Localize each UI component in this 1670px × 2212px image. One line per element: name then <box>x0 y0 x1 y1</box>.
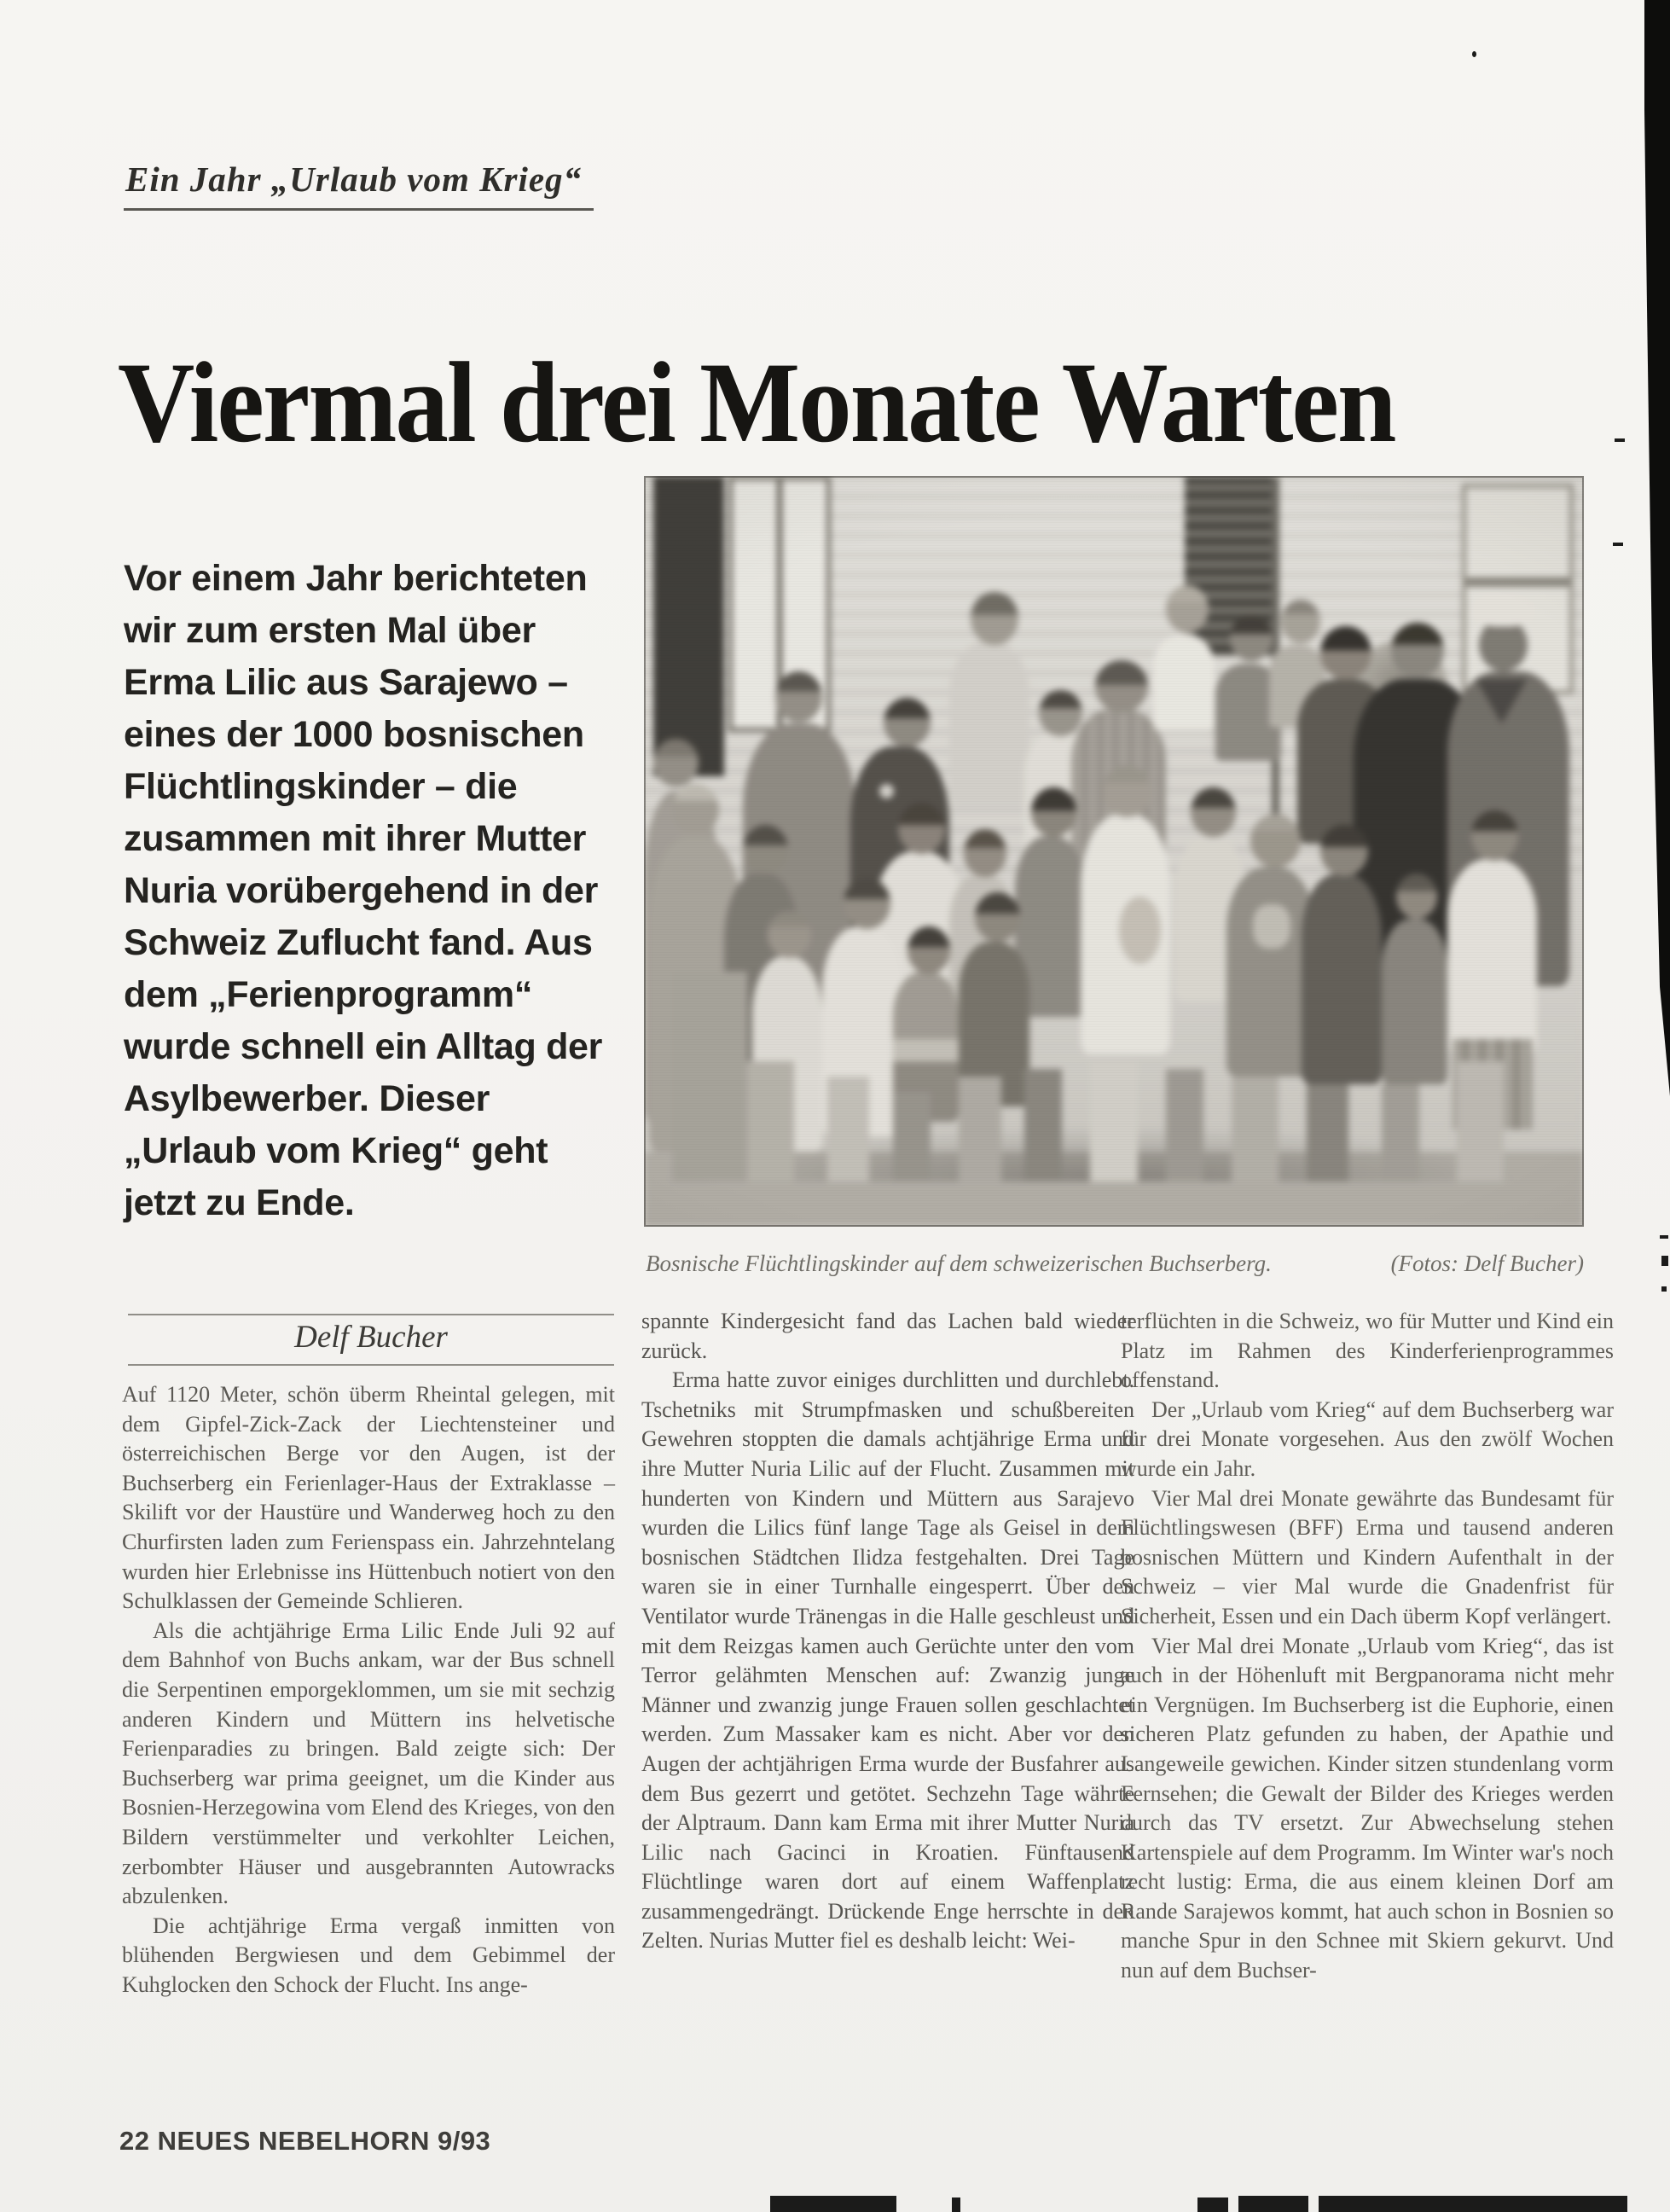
photo-shape <box>1320 626 1371 680</box>
photo-shape <box>1119 897 1162 964</box>
photo-shape <box>1024 1069 1062 1181</box>
kicker: Ein Jahr „Urlaub vom Krieg“ <box>124 159 594 211</box>
photo-shape <box>1307 1084 1349 1181</box>
body-paragraph: Vier Mal drei Monate gewährte das Bundesamt für Flüchtlingswesen (BFF) Erma und tausend anderen bosnischen Müttern und Kindern Aufenthalt in der Schweiz – vier Mal wurde die Gnadenfrist für Sicherheit, Essen und ein Dach überm Kopf verlängert. <box>1121 1485 1614 1629</box>
photo-shape <box>1302 874 1382 1083</box>
photo-shape <box>653 476 724 776</box>
photo-shape <box>1471 810 1518 862</box>
photo-shape <box>971 592 1018 645</box>
photo-shape <box>1230 615 1273 662</box>
photo-shape <box>653 739 699 787</box>
photo-shape <box>827 1077 870 1181</box>
photo-shape <box>1095 660 1148 713</box>
photo-shape <box>844 878 890 929</box>
photo-shape <box>1232 1077 1279 1181</box>
body-paragraph: Die achtjährige Erma vergaß inmitten von blühenden Bergwiesen und dem Gebimmel der Kuhglocken den Schock der Flucht. Ins ange- <box>122 1913 615 1997</box>
body-paragraph: Der „Urlaub vom Krieg“ auf dem Buchserberg war für drei Monate vorgesehen. Aus den zwölf Wochen wurde ein Jahr. <box>1121 1396 1614 1481</box>
photo-shape <box>1166 1069 1203 1181</box>
photo-shape <box>975 892 1020 942</box>
photo-shape <box>1471 592 1535 626</box>
photo-shape <box>959 1077 1001 1181</box>
scan-mark <box>1615 438 1625 442</box>
photo-caption <box>646 1251 1584 1277</box>
photo-shape <box>775 671 822 723</box>
group-photo <box>644 476 1584 1227</box>
scan-bottom-bar <box>1197 2197 1228 2212</box>
photo-shape <box>907 926 951 974</box>
body-paragraph: Auf 1120 Meter, schön überm Rheintal gelegen, mit dem Gipfel-Zick-Zack der Liechtensteiner und österreichischen Berge vor den Augen, ist der Buchserberg ein Ferienlager-Haus der Extraklasse – Skilift vor der Haustüre und Wanderweg hoch zu den Churfirsten laden zum Ferienspass ein. Jahrzehntelang wurden hier Erlebnisse ins Hüttenbuch notiert von den Schulklassen der Gemeinde Schlieren. <box>122 1382 615 1614</box>
body-column-2 <box>641 1307 1134 1956</box>
photo-shape <box>1166 585 1209 633</box>
photo-shape <box>1382 1084 1419 1181</box>
body-paragraph: terflüchten in die Schweiz, wo für Mutter und Kind ein Platz im Rahmen des Kinderferienprogrammes offenstand. <box>1121 1309 1614 1393</box>
body-paragraph: Erma hatte zuvor einiges durchlitten und durchlebt. Tschetniks mit Strumpfmasken und schußbereiten Gewehren stoppten die damals achtjährige Erma und ihre Mutter Nuria Lilic auf der Flucht. Zusammen mit hunderten von Kindern und Müttern aus Sarajevo wurden die Lilics fünf lange Tage als Geisel in dem bosnischen Städtchen Ilidza festgehalten. Drei Tage waren sie in einer Turnhalle eingesperrt. Über den Ventilator wurde Tränengas in die Halle geschleust und mit dem Reizgas kamen auch Gerüchte unter den vom Terror gelähmten Menschen auf: Zwanzig junge Männer und zwanzig junge Frauen sollen geschlachtet werden. Zum Massaker kam es nicht. Aber vor den Augen der achtjährigen Erma wurde der Busfahrer aus dem Bus gezerrt und getötet. Sechzehn Tage währte der Alptraum. Dann kam Erma mit ihrer Mutter Nuria Lilic nach Gacinci in Kroatien. Fünftausend Flüchtlinge waren dort auf einem Waffenplatz zusammengedrängt. Drückende Enge herrschte in den Zelten. Nurias Mutter fiel es deshalb leicht: Wei- <box>641 1367 1134 1954</box>
caption-text: Bosnische Flüchtlingskinder auf dem schweizerischen Buchserberg. <box>646 1251 1272 1276</box>
photo-shape <box>949 642 1029 807</box>
scan-bottom-bar <box>1238 2196 1308 2212</box>
photo-shape <box>884 698 931 747</box>
scan-edge-band <box>1644 0 1670 1096</box>
photo-shape <box>1281 600 1320 643</box>
photo-shape <box>898 803 945 854</box>
photo-shape <box>1457 1061 1504 1181</box>
body-column-1 <box>122 1380 615 2000</box>
scan-bottom-bar <box>1319 2196 1627 2212</box>
scan-mark <box>1660 1235 1668 1239</box>
photo-shape <box>1391 623 1444 678</box>
photo-shape <box>1090 1061 1137 1181</box>
photo-shape <box>1382 919 1447 1084</box>
photo-shape <box>1320 825 1367 876</box>
lead-paragraph: Vor einem Jahr berichteten wir zum ersten Mal über Erma Lilic aus Sarajewo – eines der 1000 bosnischen Flüchtlingskinder – die zusammen mit ihrer Mutter Nuria vorübergehend in der Schweiz Zuflucht fand. Aus dem „Ferienprogramm“ wurde schnell ein Alltag der Asylbewerber. Dieser „Urlaub vom Krieg“ geht jetzt zu Ende. <box>124 558 603 1223</box>
body-column-3 <box>1121 1307 1614 1986</box>
caption-credit: (Fotos: Delf Bucher) <box>1390 1251 1584 1276</box>
photo-shape <box>747 1061 794 1181</box>
body-paragraph: Als die achtjährige Erma Lilic Ende Juli 92 auf dem Bahnhof von Buchs ankam, war der Bus schnell die Serpentinen emporgeklommen, um sie mit sechzig anderen Kindern und Müttern ins helvetische Ferienparadies zu bringen. Bald zeigte sich: Der Buchserberg war prima geeignet, um die Kinder aus Bosnien-Herzegowina vom Elend des Krieges, von den Bildern verstümmelter und verkohlter Leichen, zerbombter Häuser und ausgebrannten Autowracks abzulenken. <box>122 1617 615 1909</box>
photo-shape <box>1447 859 1537 1054</box>
scan-mark <box>1613 543 1623 546</box>
scan-bottom-bar <box>952 2197 960 2212</box>
photo-shape <box>672 784 719 835</box>
photo-shape <box>768 911 811 958</box>
photo-shape <box>1191 787 1236 837</box>
photo-shape <box>1031 787 1076 837</box>
photo-shape <box>964 829 1007 877</box>
photo-shape <box>1396 874 1437 919</box>
photo-shape <box>1153 634 1215 731</box>
headline: Viermal drei Monate Warten <box>118 340 1395 467</box>
scan-bottom-bar <box>770 2196 896 2212</box>
photo-shape <box>743 825 788 874</box>
scan-mark <box>1472 51 1476 57</box>
photo-scene <box>644 476 1584 1227</box>
byline: Delf Bucher <box>128 1314 614 1366</box>
photo-shape <box>672 972 747 1181</box>
photo-shape <box>893 1092 931 1182</box>
page-footer: 22 NEUES NEBELHORN 9/93 <box>119 2126 491 2156</box>
scan-mark <box>1661 1286 1667 1292</box>
body-paragraph: Vier Mal drei Monate „Urlaub vom Krieg“, das ist auch in der Höhenluft mit Bergpanorama nicht mehr ein Vergnügen. Im Buchserberg ist die Euphorie, einen sicheren Platz gefunden zu haben, der Apathie und Langeweile gewichen. Kinder sitzen stundenlang vorm Fernsehen; die Gewalt der Bilder des Krieges werden durch das TV ersetzt. Zur Abwechselung stehen Kartenspiele auf dem Programm. Im Winter war's noch recht lustig: Erma, die aus einem kleinen Dorf am Rande Sarajewos kommt, hat auch schon in Bosnien so manche Spur in den Schnee mit Skiern gekurvt. Und nun auf dem Buchser- <box>1121 1633 1614 1983</box>
photo-shape <box>1039 690 1082 737</box>
body-paragraph: spannte Kindergesicht fand das Lachen bald wieder zurück. <box>641 1309 1134 1363</box>
scan-mark <box>1661 1256 1668 1266</box>
photo-shape <box>1103 765 1151 818</box>
photo-shape <box>1253 904 1290 949</box>
photo-shape <box>1250 814 1302 868</box>
